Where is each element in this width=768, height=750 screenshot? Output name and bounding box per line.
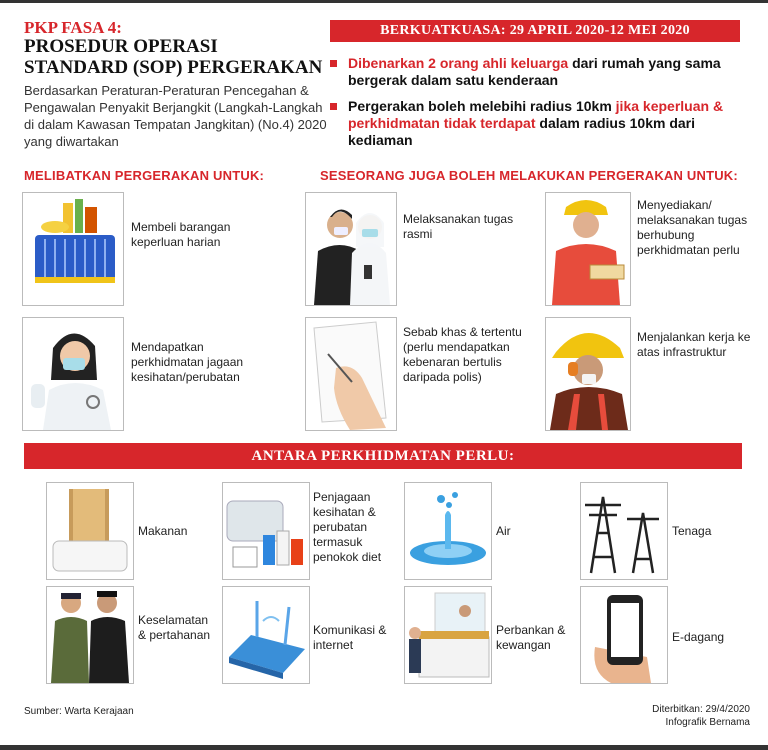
title-phase: PKP FASA 4:: [24, 18, 122, 37]
service-label-6: Komunikasi & internet: [313, 623, 387, 652]
bullet-text-1: [348, 55, 743, 89]
top-border: [0, 0, 768, 3]
service-label-5: Keselamatan & pertahanan: [138, 613, 211, 642]
left-section-heading: MELIBATKAN PERGERAKAN UNTUK:: [24, 168, 265, 183]
bullet-icon: [330, 60, 337, 67]
right-item-label-3: Sebab khas & tertentu (perlu mendapatkan kebenaran bertulis daripada polis): [403, 325, 522, 384]
water-icon: [404, 482, 492, 580]
grocery-basket-icon: [22, 192, 124, 306]
credit-note: Infografik Bernama: [665, 717, 750, 728]
services-banner: ANTARA PERKHIDMATAN PERLU:: [24, 443, 742, 469]
router-icon: [222, 586, 310, 684]
bullet-icon: [330, 103, 337, 110]
subtitle: Berdasarkan Peraturan-Peraturan Pencegahan & Pengawalan Penyakit Berjangkit (Langkah-Langkah di dalam Kawasan Tempatan Jangkitan) (No.4) 2020 yang diwartakan: [24, 83, 327, 149]
service-label-2: Penjagaan kesihatan & perubatan termasuk penokok diet: [313, 490, 382, 564]
right-section-heading: SESEORANG JUGA BOLEH MELAKUKAN PERGERAKAN UNTUK:: [320, 168, 738, 183]
bullet-item-1: [330, 55, 740, 95]
bullet-text-rest: dalam radius 10km dari kediaman: [348, 115, 696, 148]
power-tower-icon: [580, 482, 668, 580]
right-item-label-1: Melaksanakan tugas rasmi: [403, 212, 514, 241]
left-item-label-2: Mendapatkan perkhidmatan jagaan kesihatan/perubatan: [131, 340, 244, 384]
smartphone-icon: [580, 586, 668, 684]
delivery-icon: [545, 192, 631, 306]
medicine-icon: [222, 482, 310, 580]
page-title: PROSEDUR OPERASI STANDARD (SOP) PERGERAKAN: [24, 36, 323, 78]
service-label-4: Tenaga: [672, 524, 712, 538]
left-item-label-1: Membeli barangan keperluan harian: [131, 220, 231, 249]
service-label-8: E-dagang: [672, 630, 725, 644]
bullet-text-2: [348, 98, 743, 149]
bullet-item-2: [330, 98, 740, 153]
right-item-label-4: Menjalankan kerja ke atas infrastruktur: [637, 330, 751, 359]
bullet-text-highlight: Dibenarkan 2 orang ahli keluarga: [348, 55, 569, 71]
bank-counter-icon: [404, 586, 492, 684]
food-icon: [46, 482, 134, 580]
writing-hand-icon: [305, 317, 397, 431]
nurse-icon: [22, 317, 124, 431]
service-label-7: Perbankan & kewangan: [496, 623, 566, 652]
published-date: Diterbitkan: 29/4/2020: [652, 704, 750, 715]
effective-date-banner: BERKUATKUASA: 29 APRIL 2020-12 MEI 2020: [330, 20, 740, 42]
bullet-text-highlight: jika keperluan & perkhidmatan tidak terdapat: [348, 98, 724, 131]
source-note: Sumber: Warta Kerajaan: [24, 706, 134, 717]
bottom-border: [0, 745, 768, 750]
service-label-1: Makanan: [138, 524, 188, 538]
bullet-text-start: Pergerakan boleh melebihi radius 10km: [348, 98, 616, 114]
right-item-label-2: Menyediakan/ melaksanakan tugas berhubung perkhidmatan perlu: [637, 198, 748, 257]
officials-icon: [305, 192, 397, 306]
worker-helmet-icon: [545, 317, 631, 431]
soldier-icon: [46, 586, 134, 684]
bullet-text-rest: dari rumah yang sama bergerak dalam satu kenderaan: [348, 55, 721, 88]
service-label-3: Air: [496, 524, 511, 538]
